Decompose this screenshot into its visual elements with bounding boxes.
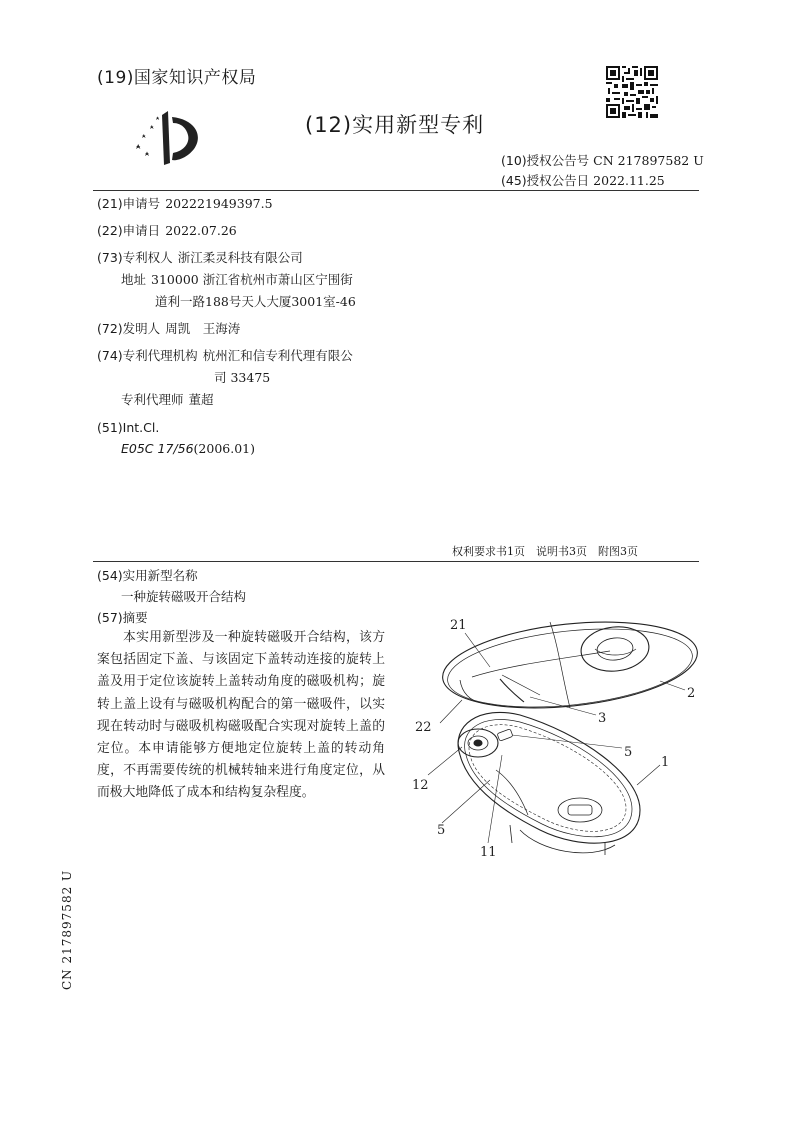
field-label: 专利代理机构 [122, 348, 198, 363]
agent-name: 董超 [188, 392, 214, 407]
upper-cover-outline [438, 611, 700, 719]
field-code: (21) [97, 196, 123, 211]
cnipa-logo [128, 105, 208, 167]
inventors-field [97, 320, 240, 338]
address-line-1: 310000 浙江省杭州市萧山区宁围街 [151, 272, 353, 287]
ipc-class: E05C 17/56 [121, 441, 194, 456]
field-code: (51) [97, 420, 123, 435]
field-code: (73) [97, 250, 123, 265]
callout-3: 3 [598, 711, 607, 726]
field-label: 摘要 [122, 610, 148, 625]
document-type: (12)实用新型专利 [305, 113, 485, 137]
address-line-2: 道利一路188号天人大厦3001室-46 [155, 294, 356, 309]
publication-number: CN 217897582 U [593, 153, 704, 168]
publication-number-row [501, 151, 704, 169]
publication-date-label: (45)授权公告日 [501, 173, 590, 188]
agency-line-2: 司 33475 [214, 370, 271, 385]
agent-field [121, 391, 214, 409]
ipc-field [97, 419, 159, 437]
patent-drawing [400, 605, 700, 860]
callout-5-left: 5 [437, 823, 446, 838]
callout-1: 1 [661, 755, 670, 770]
agency-field [97, 347, 353, 365]
side-document-number: CN 217897582 U [60, 869, 74, 990]
callout-21: 21 [450, 618, 467, 633]
callout-2: 2 [687, 686, 696, 701]
field-label: 地址 [121, 272, 147, 287]
field-code: (74) [97, 348, 123, 363]
patentee-field [97, 249, 303, 267]
cover-inner-ring [579, 624, 651, 675]
field-code: (22) [97, 223, 123, 238]
field-label: 发明人 [122, 321, 161, 336]
ipc-version: (2006.01) [193, 441, 255, 456]
field-label: Int.Cl. [122, 420, 160, 435]
abstract-heading [97, 609, 148, 627]
field-code: (72) [97, 321, 123, 336]
publication-number-label: (10)授权公告号 [501, 153, 590, 168]
publication-date: 2022.11.25 [593, 173, 665, 188]
section-divider [93, 561, 699, 562]
office-name: (19)国家知识产权局 [97, 68, 257, 88]
application-number-field [97, 195, 273, 213]
address-field [121, 271, 353, 289]
field-label: 申请号 [122, 196, 161, 211]
field-code: (57) [97, 610, 123, 625]
field-code: (54) [97, 568, 123, 583]
field-label: 专利代理师 [121, 392, 184, 407]
inventor-names: 周凯 王海涛 [165, 321, 241, 336]
callout-11: 11 [480, 845, 497, 860]
abstract-text: 本实用新型涉及一种旋转磁吸开合结构，该方案包括固定下盖、与该固定下盖转动连接的旋转上盖及用于定位该旋转上盖转动角度的磁吸机构；旋转上盖上设有与磁吸机构配合的第一磁吸件，以实现在转动时与磁吸机构磁吸配合实现对旋转上盖的定位。本申请能够方便地定位旋转上盖的转动角度，不再需要传统的机械转轴来进行角度定位，从而极大地降低了成本和结构复杂程度。 [97, 630, 385, 801]
callout-5-right: 5 [624, 745, 633, 760]
field-label: 申请日 [122, 223, 161, 238]
callout-12: 12 [412, 778, 429, 793]
agency-line-1: 杭州汇和信专利代理有限公 [202, 348, 353, 363]
field-label: 实用新型名称 [122, 568, 198, 583]
patentee-name: 浙江柔灵科技有限公司 [177, 250, 303, 265]
ipc-classification [121, 441, 255, 456]
application-number: 202221949397.5 [165, 196, 273, 211]
application-date: 2022.07.26 [165, 223, 237, 238]
page-counts: 权利要求书1页 说明书3页 附图3页 [452, 545, 638, 558]
title-heading [97, 567, 198, 585]
qr-code [606, 66, 658, 118]
publication-date-row [501, 171, 665, 189]
utility-model-title: 一种旋转磁吸开合结构 [121, 589, 247, 604]
header-divider [93, 190, 699, 191]
callout-22: 22 [415, 720, 432, 735]
field-label: 专利权人 [122, 250, 173, 265]
application-date-field [97, 222, 237, 240]
